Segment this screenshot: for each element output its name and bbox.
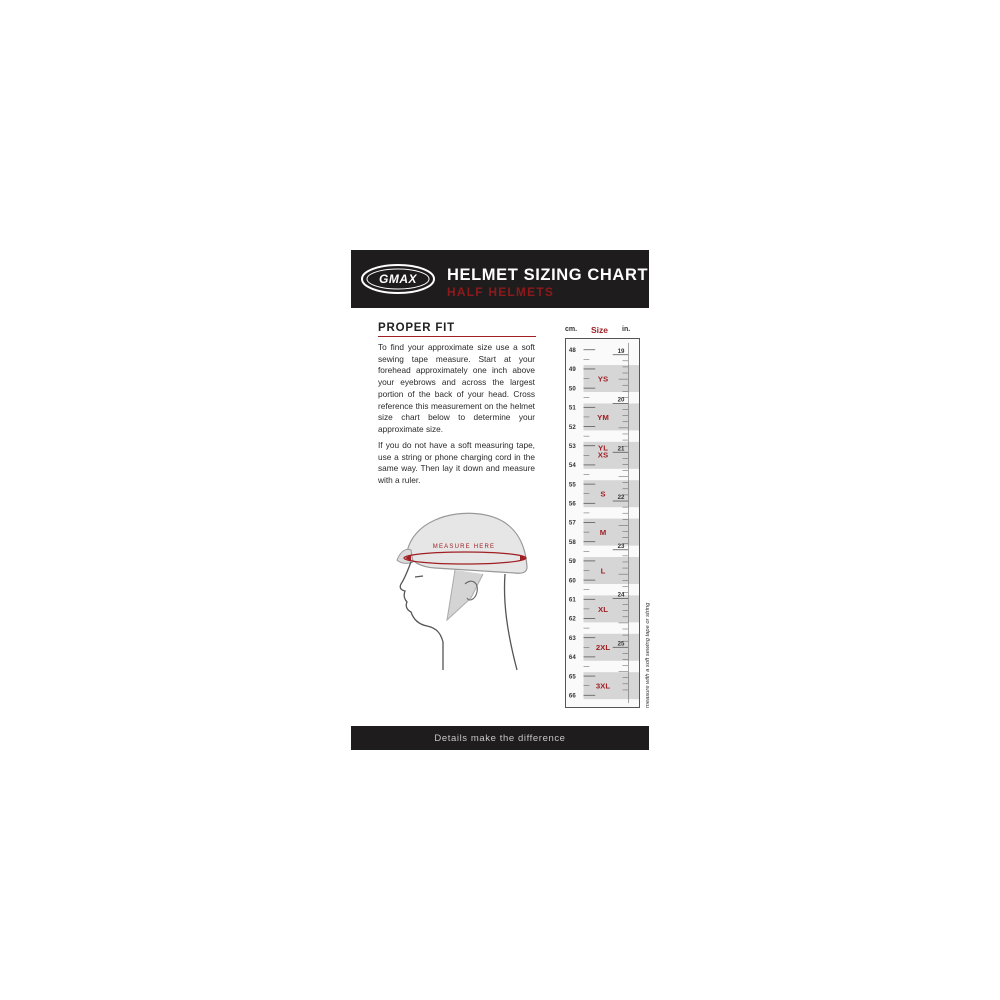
in-column-header: in. bbox=[622, 326, 631, 333]
neck-back bbox=[505, 574, 518, 670]
cm-tick-label: 54 bbox=[568, 462, 576, 470]
in-tick-label: 25 bbox=[617, 640, 625, 648]
cm-tick-label: 60 bbox=[568, 577, 576, 585]
in-tick-label: 20 bbox=[617, 396, 625, 404]
logo-text: GMAX bbox=[379, 272, 417, 286]
size-label: YS bbox=[597, 374, 609, 384]
cm-tick-label: 65 bbox=[568, 673, 576, 681]
cm-tick-label: 58 bbox=[568, 538, 576, 546]
size-label: YM bbox=[597, 412, 609, 422]
cm-tick-label: 59 bbox=[568, 558, 576, 566]
size-label: L bbox=[600, 566, 606, 576]
header-banner bbox=[351, 250, 649, 308]
cm-tick-label: 64 bbox=[568, 654, 576, 662]
cm-tick-label: 56 bbox=[568, 500, 576, 508]
in-tick-label: 21 bbox=[617, 445, 625, 453]
in-tick-label: 23 bbox=[617, 542, 625, 550]
cm-tick-label: 48 bbox=[568, 346, 576, 354]
helmet-strap bbox=[447, 570, 483, 620]
footer-banner: Details make the difference bbox=[351, 726, 649, 750]
in-tick-label: 19 bbox=[617, 347, 625, 355]
sizing-chart-card bbox=[351, 250, 649, 750]
size-ruler bbox=[565, 338, 640, 708]
heading-divider bbox=[378, 336, 536, 337]
instructions-paragraph-1: To find your approximate size use a soft sewing tape measure. Start at your forehead approximately one inch above your eyebrows and across the largest portion of the back of your head. Cross reference this measurement on the helmet size chart below to determine your approximate size. bbox=[378, 342, 535, 434]
instructions-paragraph-2: If you do not have a soft measuring tape, use a string or phone charging cord in the same way. Then lay it down and measure with a ruler. bbox=[378, 440, 535, 486]
size-label: XL bbox=[598, 604, 608, 614]
cm-tick-label: 57 bbox=[568, 519, 576, 527]
cm-tick-label: 52 bbox=[568, 423, 576, 431]
cm-tick-label: 50 bbox=[568, 385, 576, 393]
size-label: XS bbox=[597, 450, 609, 460]
eye bbox=[415, 576, 423, 577]
head-with-helmet-illustration bbox=[375, 502, 545, 674]
size-label: 2XL bbox=[595, 643, 611, 653]
measure-side-note: measure with a soft sewing tape or string bbox=[645, 602, 651, 708]
cm-tick-label: 63 bbox=[568, 634, 576, 642]
cm-tick-label: 62 bbox=[568, 615, 576, 623]
cm-column-header: cm. bbox=[565, 326, 578, 333]
size-label: YL bbox=[598, 443, 608, 453]
chart-subtitle: HALF HELMETS bbox=[447, 285, 555, 299]
cm-tick-label: 51 bbox=[568, 404, 576, 412]
cm-tick-label: 61 bbox=[568, 596, 576, 604]
cm-tick-label: 66 bbox=[568, 692, 576, 700]
face-profile bbox=[400, 562, 443, 670]
size-label: M bbox=[599, 528, 607, 538]
size-label: S bbox=[600, 489, 606, 499]
in-tick-label: 24 bbox=[617, 591, 625, 599]
chart-title: HELMET SIZING CHART bbox=[447, 266, 649, 284]
cm-tick-label: 49 bbox=[568, 366, 576, 374]
cm-tick-label: 53 bbox=[568, 442, 576, 450]
in-tick-label: 22 bbox=[617, 494, 625, 502]
size-column-header: Size bbox=[591, 325, 609, 335]
size-label: 3XL bbox=[595, 681, 611, 691]
measure-here-label: MEASURE HERE bbox=[432, 544, 496, 550]
cm-tick-label: 55 bbox=[568, 481, 576, 489]
proper-fit-heading: PROPER FIT bbox=[378, 322, 456, 334]
